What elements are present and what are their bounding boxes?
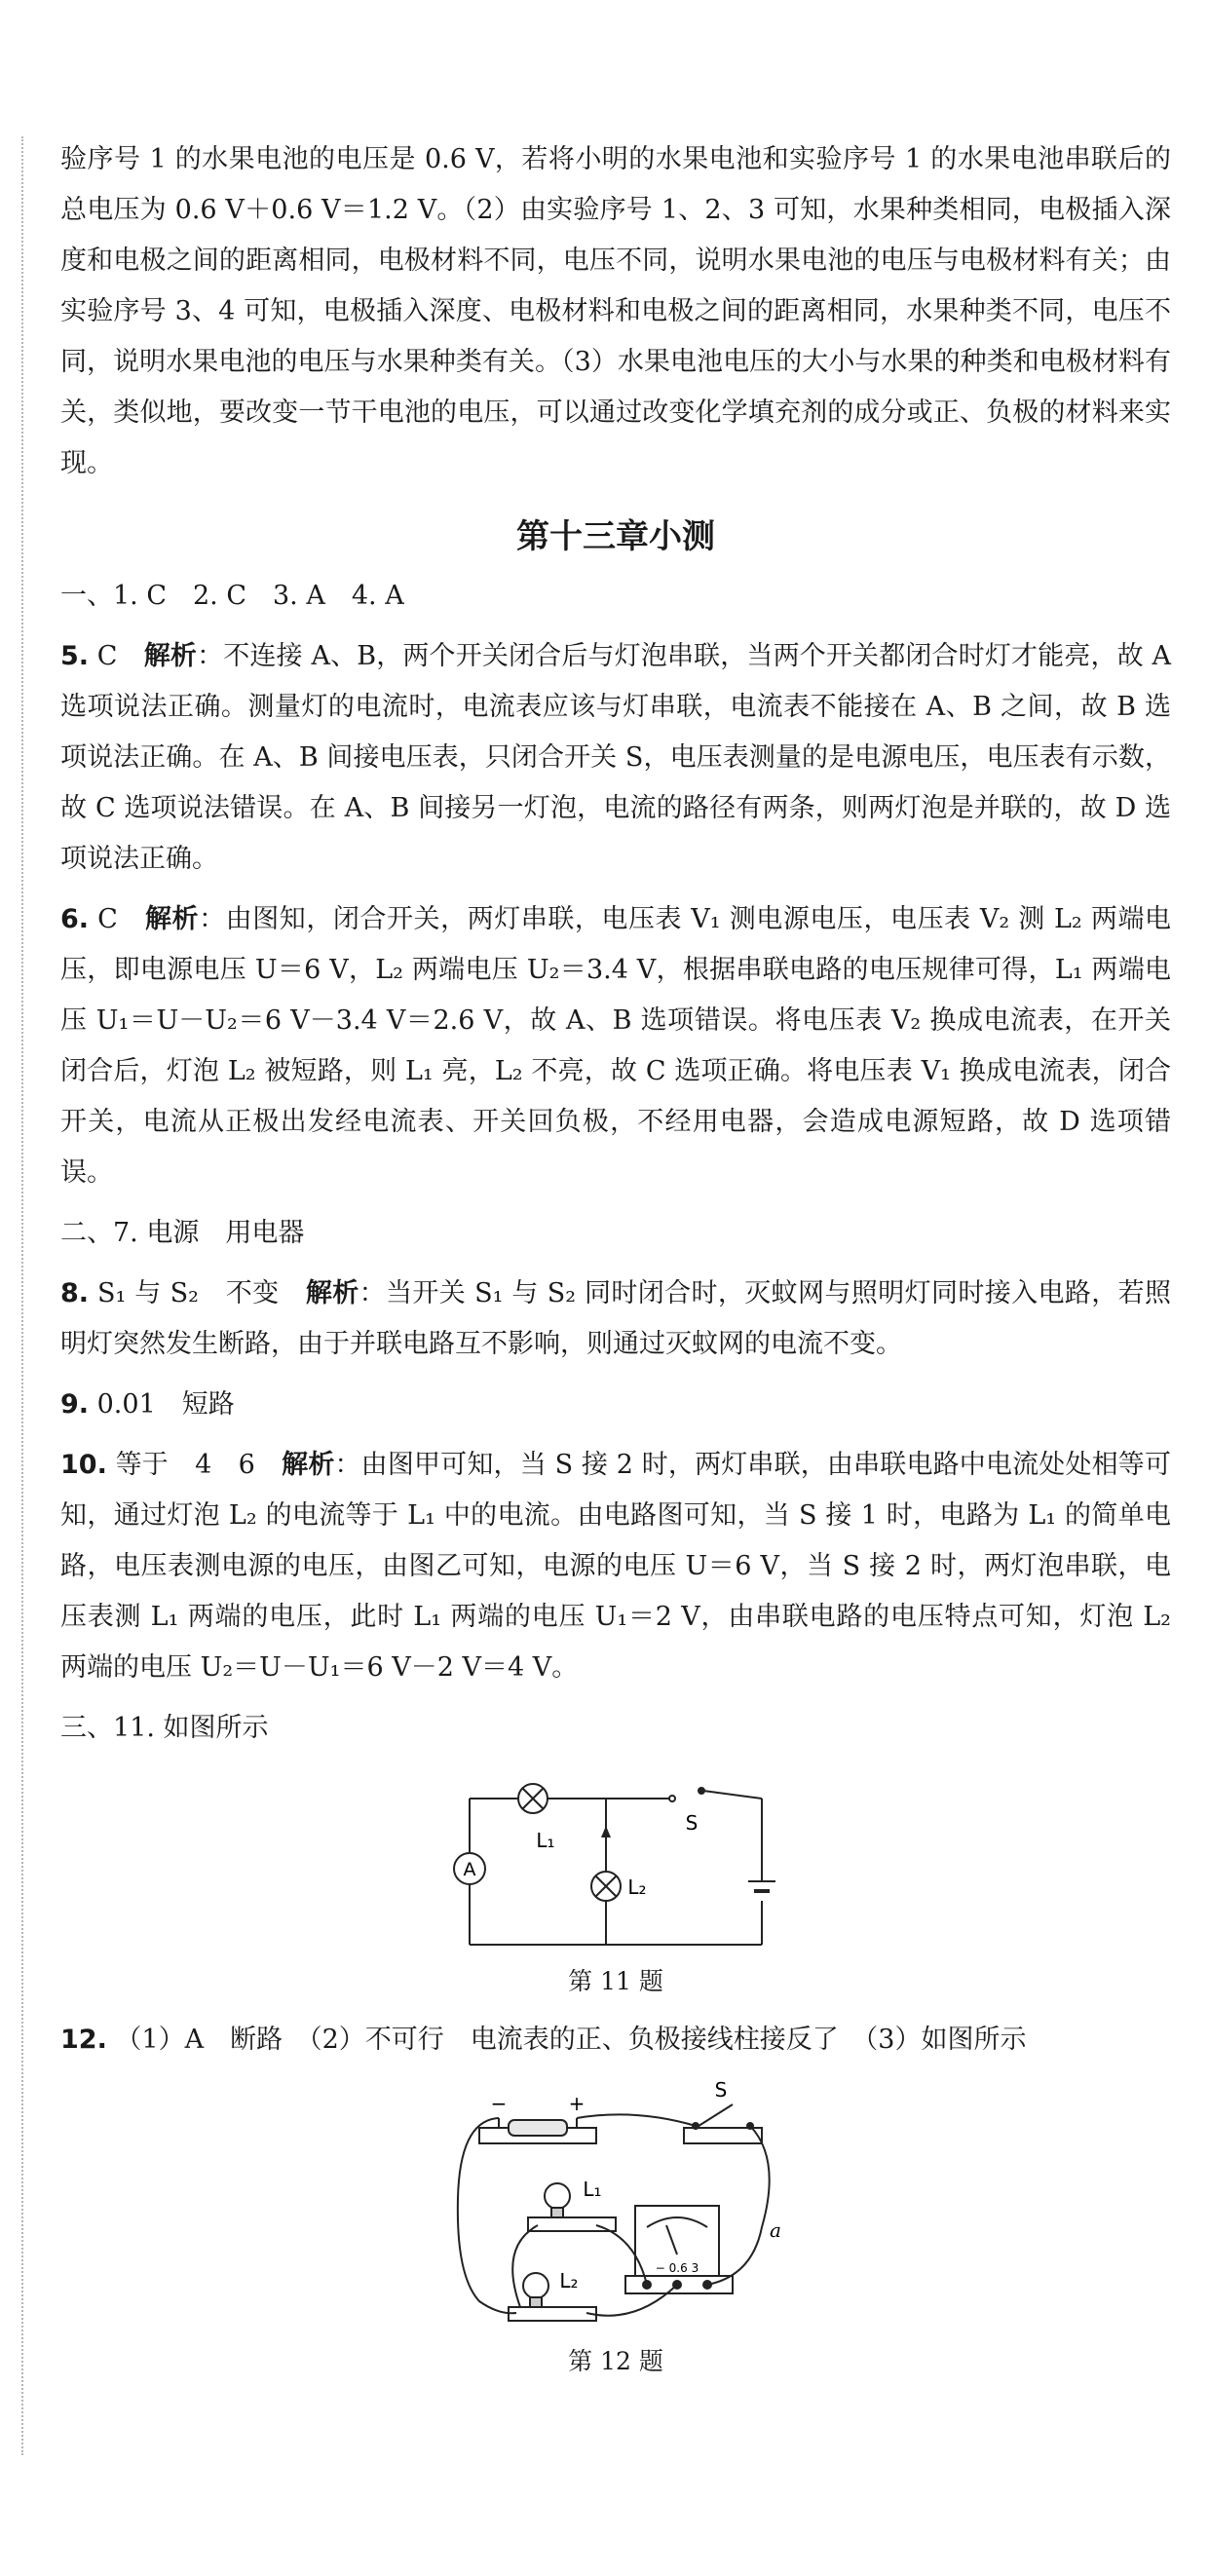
answer-7: [60, 1208, 1171, 1259]
answer-number: 5.: [60, 641, 90, 671]
content: [60, 134, 1171, 2395]
answer-text: 等于 4 6: [106, 1450, 283, 1480]
answer-8: [60, 1269, 1171, 1370]
analysis-label: 解析: [143, 641, 198, 671]
answer-number: 6.: [60, 904, 90, 934]
answer-10: [60, 1440, 1171, 1693]
plus-label: +: [568, 2092, 586, 2115]
figure-12-caption: 第 12 题: [568, 2347, 663, 2375]
answer-9: [60, 1380, 1171, 1430]
answer-text: S₁ 与 S₂ 不变: [89, 1278, 306, 1308]
l1-label: L₁: [536, 1829, 555, 1852]
figure-11-caption: 第 11 题: [568, 1967, 663, 1995]
answer-number: 12.: [60, 2025, 107, 2055]
answer-text: 一、1. C 2. C 3. A 4. A: [60, 581, 404, 611]
answer-text: 0.01 短路: [89, 1389, 235, 1420]
answer-number: 9.: [60, 1389, 90, 1420]
analysis-text: ：由图甲可知，当 S 接 2 时，两灯串联，由串联电路中电流处处相等可知，通过灯泡 L₂ 的电流等于 L₁ 中的电流。由电路图可知，当 S 接 1 时，电路为 L₁ 的简单电路，电压表测电源的电压，由图乙可知，电源的电压 U＝6 V，当 S 接 2 时，两灯泡串联，电压表测 L₁ 两端的电压，此时 L₁ 两端的电压 U₁＝2 V，由串联电路的电压特点可知，灯泡 L₂ 两端的电压 U₂＝U－U₁＝6 V－2 V＝4 V。: [60, 1450, 1171, 1683]
analysis-text: ：当开关 S₁ 与 S₂ 同时闭合时，灭蚊网与照明灯同时接入电路，若照明灯突然发生断路，由于并联电路互不影响，则通过灭蚊网的电流不变。: [60, 1278, 1171, 1359]
l1-label: L₁: [583, 2178, 602, 2201]
answer-text: C: [89, 641, 144, 671]
figure-11: [60, 1769, 1171, 1999]
circuit-diagram-12: [440, 2081, 791, 2344]
analysis-label: 解析: [282, 1450, 335, 1480]
minus-label: −: [490, 2092, 508, 2115]
a-label: a: [770, 2218, 781, 2242]
analysis-text: ：由图知，闭合开关，两灯串联，电压表 V₁ 测电源电压，电压表 V₂ 测 L₂ 两端电压，即电源电压 U＝6 V，L₂ 两端电压 U₂＝3.4 V，根据串联电路的电压规律可得，L₁ 两端电压 U₁＝U－U₂＝6 V－3.4 V＝2.6 V，故 A、B 选项错误。将电压表 V₂ 换成电流表，在开关闭合后，灯泡 L₂ 被短路，则 L₁ 亮，L₂ 不亮，故 C 选项正确。将电压表 V₁ 换成电流表，闭合开关，电流从正极出发经电流表、开关回负极，不经用电器，会造成电源短路，故 D 选项错误。: [60, 904, 1172, 1188]
intro-paragraph: 验序号 1 的水果电池的电压是 0.6 V，若将小明的水果电池和实验序号 1 的水果电池串联后的总电压为 0.6 V＋0.6 V＝1.2 V。（2）由实验序号 1、2、3 可知，水果种类相同，电极插入深度和电极之间的距离相同，电极材料不同，电压不同，说明水果电池的电压与电极材料有关；由实验序号 3、4 可知，电极插入深度、电极材料和电极之间的距离相同，水果种类不同，电压不同，说明水果电池的电压与水果种类有关。（3）水果电池电压的大小与水果的种类和电极材料有关，类似地，要改变一节干电池的电压，可以通过改变化学填充剂的成分或正、负极的材料来实现。: [60, 144, 1171, 478]
l2-label: L₂: [559, 2269, 579, 2292]
answer-6: [60, 894, 1171, 1198]
l2-label: L₂: [627, 1875, 647, 1899]
analysis-label: 解析: [144, 904, 200, 934]
answer-number: 10.: [60, 1450, 107, 1480]
meter-scale-label: − 0.6 3: [655, 2261, 699, 2275]
answer-5: [60, 631, 1171, 885]
switch-label: S: [714, 2081, 728, 2102]
margin-dotted-line: [21, 136, 23, 2455]
figure-12: [60, 2081, 1171, 2379]
answer-12: [60, 2015, 1171, 2065]
answer-text: （1）A 断路 （2）不可行 电流表的正、负极接线柱接反了 （3）如图所示: [106, 2025, 1027, 2055]
answer-text: 三、11. 如图所示: [60, 1713, 269, 1743]
answer-number: 8.: [60, 1278, 90, 1308]
answer-text: C: [89, 904, 145, 934]
analysis-label: 解析: [305, 1278, 359, 1308]
switch-label: S: [685, 1811, 699, 1835]
analysis-text: ：不连接 A、B，两个开关闭合后与灯泡串联，当两个开关都闭合时灯才能亮，故 A 选项说法正确。测量灯的电流时，电流表应该与灯串联，电流表不能接在 A、B 之间，故 B 选项说法正确。在 A、B 间接电压表，只闭合开关 S，电压表测量的是电源电压，电压表有示数，故 C 选项说法错误。在 A、B 间接另一灯泡，电流的路径有两条，则两灯泡是并联的，故 D 选项说法正确。: [60, 641, 1171, 874]
answer-text: 二、7. 电源 用电器: [60, 1218, 305, 1248]
answer-11: [60, 1703, 1171, 1754]
section-title: 第十三章小测: [516, 517, 715, 556]
circuit-diagram-11: [450, 1769, 781, 1964]
answer-line-1-4: [60, 571, 1171, 622]
ammeter-label: A: [463, 1859, 476, 1880]
